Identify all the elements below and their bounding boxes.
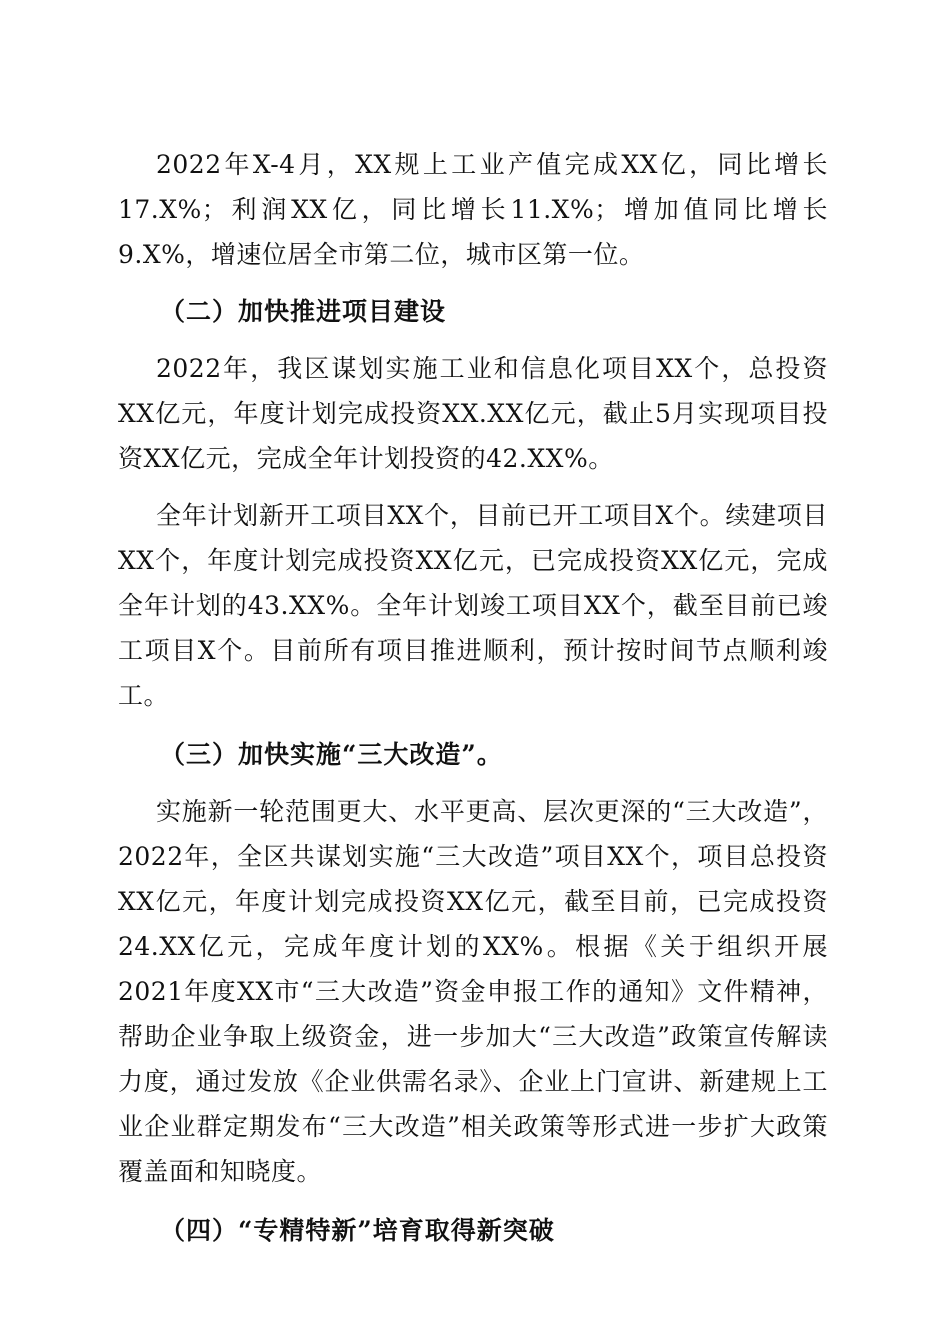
section-heading-project-construction: （二）加快推进项目建设 <box>160 297 447 326</box>
paragraph-spacer <box>118 277 828 289</box>
paragraph-spacer <box>118 718 828 732</box>
paragraph-spacer <box>118 777 828 789</box>
section-heading-three-transformations: （三）加快实施“三大改造”。 <box>160 740 503 769</box>
document-body <box>118 142 828 1253</box>
paragraph-project-progress: 全年计划新开工项目XX个，目前已开工项目X个。续建项目XX个，年度计划完成投资XX亿元，已完成投资XX亿元，完成全年计划的43.XX%。全年计划竣工项目XX个，截至目前已竣工项目X个。目前所有项目推进顺利，预计按时间节点顺利竣工。 <box>118 501 828 710</box>
paragraph-spacer <box>118 334 828 346</box>
paragraph-spacer <box>118 481 828 493</box>
paragraph-project-investment: 2022年，我区谋划实施工业和信息化项目XX个，总投资XX亿元，年度计划完成投资XX.XX亿元，截止5月实现项目投资XX亿元，完成全年计划投资的42.XX%。 <box>118 354 828 473</box>
paragraph-industrial-output: 2022年X-4月，XX规上工业产值完成XX亿，同比增长17.X%；利润XX亿，同比增长11.X%；增加值同比增长9.X%，增速位居全市第二位，城市区第一位。 <box>118 150 828 269</box>
section-heading-specialized-enterprises: （四）“专精特新”培育取得新突破 <box>160 1216 555 1245</box>
paragraph-three-transformations: 实施新一轮范围更大、水平更高、层次更深的“三大改造”，2022年，全区共谋划实施“三大改造”项目XX个，项目总投资XX亿元，年度计划完成投资XX亿元，截至目前，已完成投资24.XX亿元，完成年度计划的XX%。根据《关于组织开展2021年度XX市“三大改造”资金申报工作的通知》文件精神，帮助企业争取上级资金，进一步加大“三大改造”政策宣传解读力度，通过发放《企业供需名录》、企业上门宣讲、新建规上工业企业群定期发布“三大改造”相关政策等形式进一步扩大政策覆盖面和知晓度。 <box>118 797 828 1186</box>
paragraph-spacer <box>118 1194 828 1208</box>
